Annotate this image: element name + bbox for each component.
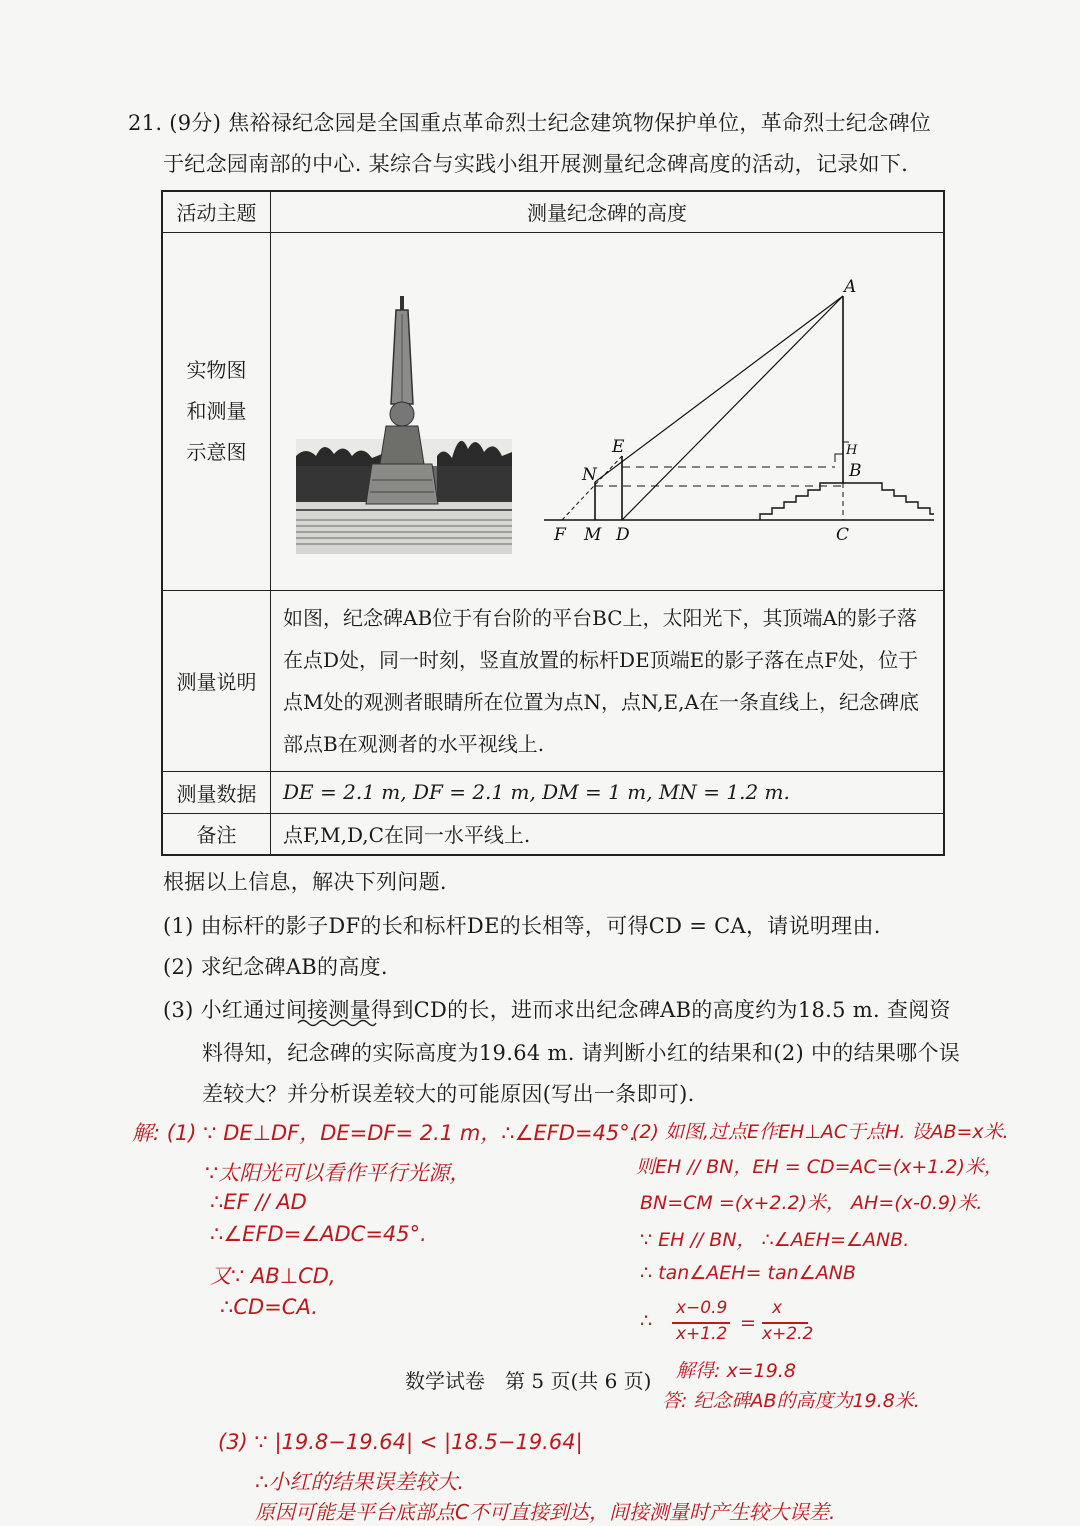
question-line-1: 21. (9分) 焦裕禄纪念园是全国重点革命烈士纪念建筑物保护单位，革命烈士纪念碑位: [128, 111, 932, 135]
table-value-data: DE = 2.1 m, DF = 2.1 m, DM = 1 m, MN = 1.2 m.: [271, 771, 945, 813]
handwriting-left-line: ∵太阳光可以看作平行光源，: [205, 1161, 471, 1185]
label-N: N: [582, 465, 597, 485]
label-C: C: [836, 525, 850, 545]
handwriting-right-line: 答: 纪念碑AB的高度为19.8米.: [662, 1390, 920, 1412]
table-label-figure: [162, 232, 271, 590]
handwriting-part3-line: (3) ∵ |19.8−19.64| < |18.5−19.64|: [218, 1430, 583, 1454]
label-D: D: [616, 525, 630, 545]
handwriting-left-line: 又∵ AB⊥CD,: [210, 1264, 336, 1288]
wavy-underline: [296, 1018, 378, 1028]
handwriting-left-line: ∴CD=CA.: [220, 1295, 318, 1319]
label-H: H: [846, 443, 858, 458]
label-E: E: [612, 437, 625, 457]
fraction-left-denominator: x+1.2: [676, 1324, 728, 1344]
handwriting-right-line: ∴ tan∠AEH= tan∠ANB: [640, 1262, 856, 1284]
question-part-3-line-3: 差较大？并分析误差较大的可能原因(写出一条即可).: [202, 1082, 695, 1106]
question-part-3-line-2: 料得知，纪念碑的实际高度为19.64 m. 请判断小红的结果和(2) 中的结果哪个误: [202, 1041, 961, 1065]
fraction-left-numerator: x−0.9: [676, 1298, 728, 1318]
handwriting-part3-line: ∴小红的结果误差较大.: [255, 1470, 465, 1494]
table-label-data: 测量数据: [162, 771, 271, 813]
table-value-description: 如图，纪念碑AB位于有台阶的平台BC上，太阳光下，其顶端A的影子落在点D处，同一时刻，竖直放置的标杆DE顶端E的影子落在点F处，位于点M处的观测者眼睛所在位置为点N，点N,E,A在一条直线上，纪念碑底部点B在观测者的水平视线上.: [271, 590, 945, 771]
figure-label-line: 实物图: [186, 357, 247, 382]
label-M: M: [584, 525, 602, 545]
figures-svg: [272, 234, 942, 588]
question-line-2: 于纪念园南部的中心. 某综合与实践小组开展测量纪念碑高度的活动，记录如下.: [163, 152, 909, 176]
record-table: [161, 190, 945, 856]
handwriting-right-line: 解得: x=19.8: [676, 1360, 796, 1382]
figure-label-line: 和测量: [186, 398, 247, 423]
handwriting-right-line: (2) 如图,过点E作EH⊥AC于点H. 设AB=x米.: [632, 1121, 1009, 1143]
table-label-topic: 活动主题: [162, 191, 271, 232]
page-footer: 数学试卷 第 5 页(共 6 页): [405, 1369, 652, 1393]
fraction-right-denominator: x+2.2: [762, 1324, 814, 1344]
handwriting-right-line: ∴: [640, 1310, 653, 1332]
prompt-text: 根据以上信息，解决下列问题.: [163, 870, 447, 894]
table-value-note: 点F,M,D,C在同一水平线上.: [271, 813, 945, 855]
handwriting-right-line: 则EH // BN，EH = CD=AC=(x+1.2)米，: [636, 1156, 1003, 1178]
handwriting-left-line: ∴EF // AD: [210, 1190, 307, 1214]
table-value-topic: 测量纪念碑的高度: [271, 191, 945, 232]
monument-photo: [296, 296, 512, 554]
figure-label-line: 示意图: [186, 439, 247, 464]
table-label-description: 测量说明: [162, 590, 271, 771]
question-part-1: (1) 由标杆的影子DF的长和标杆DE的长相等，可得CD = CA，请说明理由.: [163, 914, 881, 938]
handwriting-left-line: ∴∠EFD=∠ADC=45°.: [210, 1222, 427, 1246]
handwriting-part3-line: 原因可能是平台底部点C不可直接到达，间接测量时产生较大误差.: [255, 1500, 836, 1524]
label-B: B: [849, 461, 862, 481]
handwriting-right-line: BN=CM =(x+2.2)米， AH=(x-0.9)米.: [640, 1192, 983, 1214]
question-part-2: (2) 求纪念碑AB的高度.: [163, 955, 388, 979]
handwriting-left-line: 解: (1) ∵ DE⊥DF，DE=DF= 2.1 m，∴∠EFD=45°.: [132, 1121, 637, 1145]
label-F: F: [554, 525, 566, 545]
table-label-note: 备注: [162, 813, 271, 855]
measurement-diagram: [544, 277, 934, 545]
table-figure-cell: [271, 232, 945, 590]
question-part-3-line-1: (3) 小红通过间接测量得到CD的长，进而求出纪念碑AB的高度约为18.5 m. 查阅资: [163, 998, 951, 1022]
fraction-equals: =: [740, 1312, 756, 1334]
label-A: A: [844, 277, 857, 297]
fraction-right-numerator: x: [772, 1298, 783, 1318]
handwriting-right-line: ∵ EH // BN， ∴∠AEH=∠ANB.: [640, 1229, 910, 1251]
